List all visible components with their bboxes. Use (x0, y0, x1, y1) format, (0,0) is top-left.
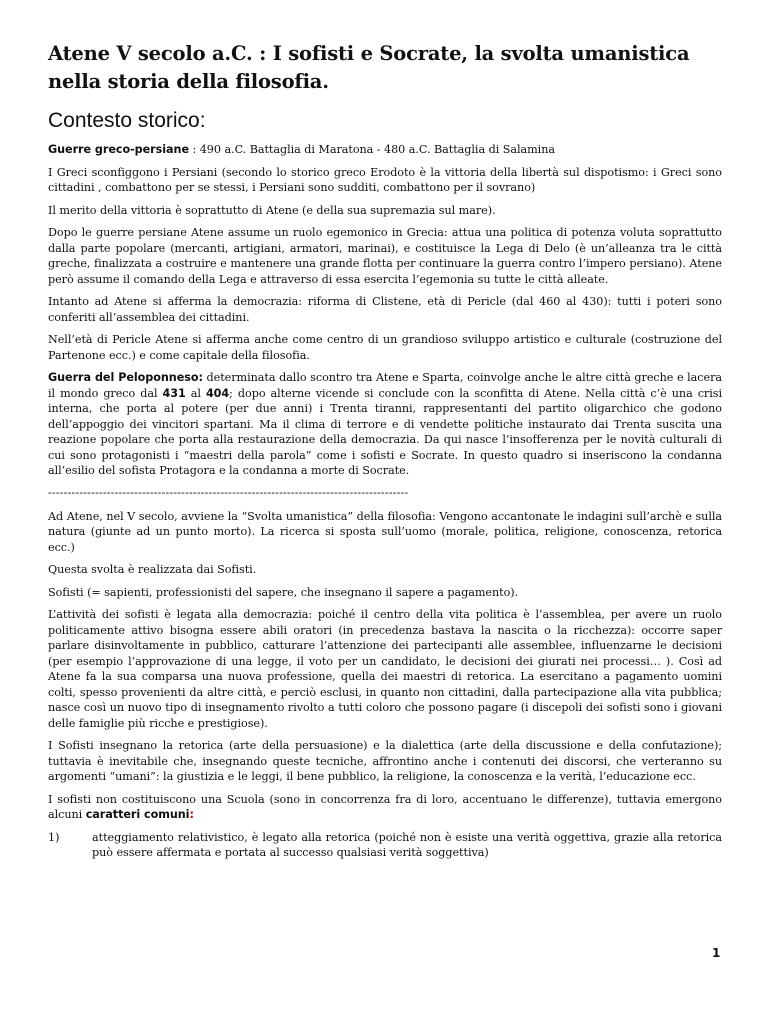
paragraph: I Greci sconfiggono i Persiani (secondo lo storico greco Erodoto è la vittoria della libertà sul dispotismo: i Greci sono cittadini , combattono per se stessi, i Persiani sono sudditi, combattono per il sovrano) (48, 165, 722, 194)
paragraph: L’attività dei sofisti è legata alla democrazia: poiché il centro della vita politica è l’assemblea, per avere un ruolo politicamente attivo bisogna essere abili oratori (in precedenza bastava la nascita o la ricchezza): occorre saper parlare disinvoltamente in pubblico, catturare l’attenzione dei partecipanti alle assemblee, influenzarne le decisioni (per esempio l’approvazione di una legge, il voto per un candidato, le decisioni dei giurati nei processi… ). Così ad Atene fa la sua comparsa una nuova professione, quella dei maestri di retorica. La esercitano a pagamento uomini colti, spesso provenienti da altre città, e perciò esclusi, in quanto non cittadini, dalla partecipazione alla vita pubblica; nasce così un nuovo tipo di insegnamento rivolto a tutti coloro che possono pagare (i discepoli dei sofisti sono i giovani delle famiglie più ricche e prestigiose). (48, 608, 722, 730)
page-number: 1 (712, 946, 721, 960)
label-peloponnesian-war: Guerra del Peloponneso: (48, 371, 203, 384)
list-item (48, 830, 722, 868)
paragraph: Questa svolta è realizzata dai Sofisti. (48, 563, 257, 576)
colon: : (189, 808, 194, 821)
label-persian-wars: Guerre greco-persiane (48, 143, 189, 156)
year-431: 431 (162, 386, 186, 400)
year-404: 404 (205, 386, 230, 400)
paragraph: I Sofisti insegnano la retorica (arte della persuasione) e la dialettica (arte della discussione e della confutazione); tuttavia è inevitabile che, insegnando queste tecniche, affrontino anche i contenuti dei discorsi, che verteranno su argomenti “umani”: la giustizia e le leggi, il bene pubblico, la religione, la conoscenza e la verità, l’educazione ecc. (48, 739, 722, 783)
text-persian-wars: : 490 a.C. Battaglia di Maratona - 480 a.C. Battaglia di Salamina (189, 143, 555, 156)
paragraph: Sofisti (= sapienti, professionisti del sapere, che insegnano il sapere a pagamento). (48, 585, 519, 599)
paragraph: Nell’età di Pericle Atene si afferma anche come centro di un grandioso sviluppo artistico e culturale (costruzione del Partenone ecc.) e come capitale della filosofia. (48, 333, 722, 362)
text-segment: determinata dallo scontro tra Atene e Sparta, coinvolge anche le altre città greche e lacera il mondo greco dal (48, 371, 722, 400)
section-heading: Contesto storico: (48, 109, 206, 132)
text-segment: ; dopo alterne vicende si conclude con la sconfitta di Atene. Nella città c’è una crisi interna, che porta al potere (per due anni) i Trenta tiranni, rappresentanti del partito oligarchico che godono dell’appoggio dei vincitori spartani. Ma il clima di terrore e di vendette politiche instaurato dai Trenta suscita una reazione popolare che porta alla restaurazione della democrazia. Da qui nasce l’insofferenza per le novità culturali di cui sono protagonisti i “maestri della parola” come i sofisti e Socrate. In questo quadro si inseriscono la condanna all’esilio del sofista Protagora e la condanna a morte di Socrate. (48, 386, 722, 477)
paragraph: Dopo le guerre persiane Atene assume un ruolo egemonico in Grecia: attua una politica di potenza voluta soprattutto dalla parte popolare (mercanti, artigiani, armatori, marinai), e costituisce la Lega di Delo (è un’alleanza tra le città greche, finalizzata a costruire e mantenere una grande flotta per continuare la guerra contro l’impero persiano). Atene però assume il comando della Lega e attraverso di essa esercita l’egemonia su tutte le città alleate. (48, 226, 722, 286)
paragraph: Intanto ad Atene si afferma la democrazia: riforma di Clistene, età di Pericle (dal 460 al 430): tutti i poteri sono conferiti all’assemblea dei cittadini. (48, 295, 722, 324)
paragraph-persian-wars (48, 142, 722, 158)
text-segment: al (185, 386, 206, 400)
paragraph-peloponnesian-war (48, 370, 722, 479)
list-text: atteggiamento relativistico, è legato alla retorica (poiché non è esiste una verità oggettiva, grazie alla retorica può essere affermata e portata al successo qualsiasi verità soggettiva) (92, 830, 722, 859)
document-page (48, 40, 722, 868)
paragraph-common-traits (48, 792, 722, 823)
document-title: Atene V secolo a.C. : I sofisti e Socrate, la svolta umanistica nella storia della filosofia. (48, 42, 690, 93)
paragraph: Ad Atene, nel V secolo, avviene la “Svolta umanistica” della filosofia: Vengono accantonate le indagini sull’archè e sulla natura (giunte ad un punto morto). La ricerca si sposta sull’uomo (morale, politica, religione, conoscenza, retorica ecc.) (48, 509, 722, 554)
list-number: 1) (48, 830, 60, 844)
paragraph: Il merito della vittoria è soprattutto di Atene (e della sua supremazia sul mare). (48, 203, 496, 217)
separator-line: -------------------------------------------------------------------------------------------- (48, 485, 409, 499)
text-segment: I sofisti non costituiscono una Scuola (sono in concorrenza fra di loro, accentuano le differenze), tuttavia emergono alcuni (48, 792, 722, 821)
common-traits-label: caratteri comuni (85, 808, 190, 821)
